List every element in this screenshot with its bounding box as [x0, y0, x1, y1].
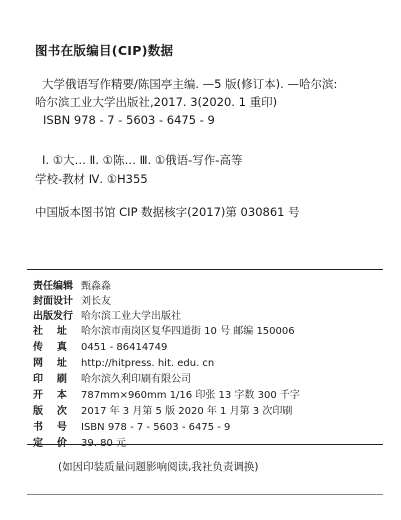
credit-value: 哈尔滨工业大学出版社	[81, 311, 181, 322]
credit-label: 责任编辑	[33, 281, 73, 292]
quality-notice: (如因印装质量问题影响阅读,我社负责调换)	[58, 461, 259, 473]
credit-value: 哈尔滨市南岗区复华四道街 10 号 邮编 150006	[81, 326, 295, 337]
credit-label: 网 址	[33, 358, 67, 369]
credit-value: ISBN 978 - 7 - 5603 - 6475 - 9	[81, 422, 231, 433]
credit-label: 书 号	[33, 422, 67, 433]
credit-value: 2017 年 3 月第 5 版 2020 年 1 月第 3 次印刷	[81, 406, 293, 417]
credit-label: 出版发行	[33, 311, 73, 322]
credit-label: 封面设计	[33, 296, 73, 307]
divider-bottom	[27, 444, 383, 445]
credit-value: 甄淼淼	[81, 281, 111, 292]
cip-heading: 图书在版编目(CIP)数据	[35, 43, 174, 58]
cip-isbn-line: ISBN 978 - 7 - 5603 - 6475 - 9	[43, 113, 215, 127]
divider-footer	[27, 494, 383, 495]
credit-value: 787mm×960mm 1/16 印张 13 字数 300 千字	[81, 390, 300, 401]
credit-value: 0451 - 86414749	[81, 342, 168, 353]
credit-label: 开 本	[33, 390, 67, 401]
credit-label: 版 次	[33, 406, 67, 417]
cip-classification-line: 学校-教材 Ⅳ. ①H355	[35, 172, 148, 186]
cip-record-number: 中国版本图书馆 CIP 数据核字(2017)第 030861 号	[35, 205, 300, 219]
credit-label: 定 价	[33, 438, 67, 449]
cip-subject-line: Ⅰ. ①大… Ⅱ. ①陈… Ⅲ. ①俄语-写作-高等	[42, 153, 243, 167]
credit-value: 哈尔滨久利印刷有限公司	[81, 374, 191, 385]
credit-label: 传 真	[33, 342, 67, 353]
credit-value: 刘长友	[81, 296, 111, 307]
credit-label: 社 址	[33, 326, 67, 337]
credit-value: 39. 80 元	[81, 438, 126, 449]
credit-value: http://hitpress. hit. edu. cn	[81, 358, 215, 369]
divider-top	[27, 269, 383, 270]
credit-label: 印 刷	[33, 374, 67, 385]
cip-title-line: 大学俄语写作精要/陈国亭主编. —5 版(修订本). —哈尔滨:	[42, 77, 338, 91]
cip-publisher-line: 哈尔滨工业大学出版社,2017. 3(2020. 1 重印)	[35, 95, 278, 109]
